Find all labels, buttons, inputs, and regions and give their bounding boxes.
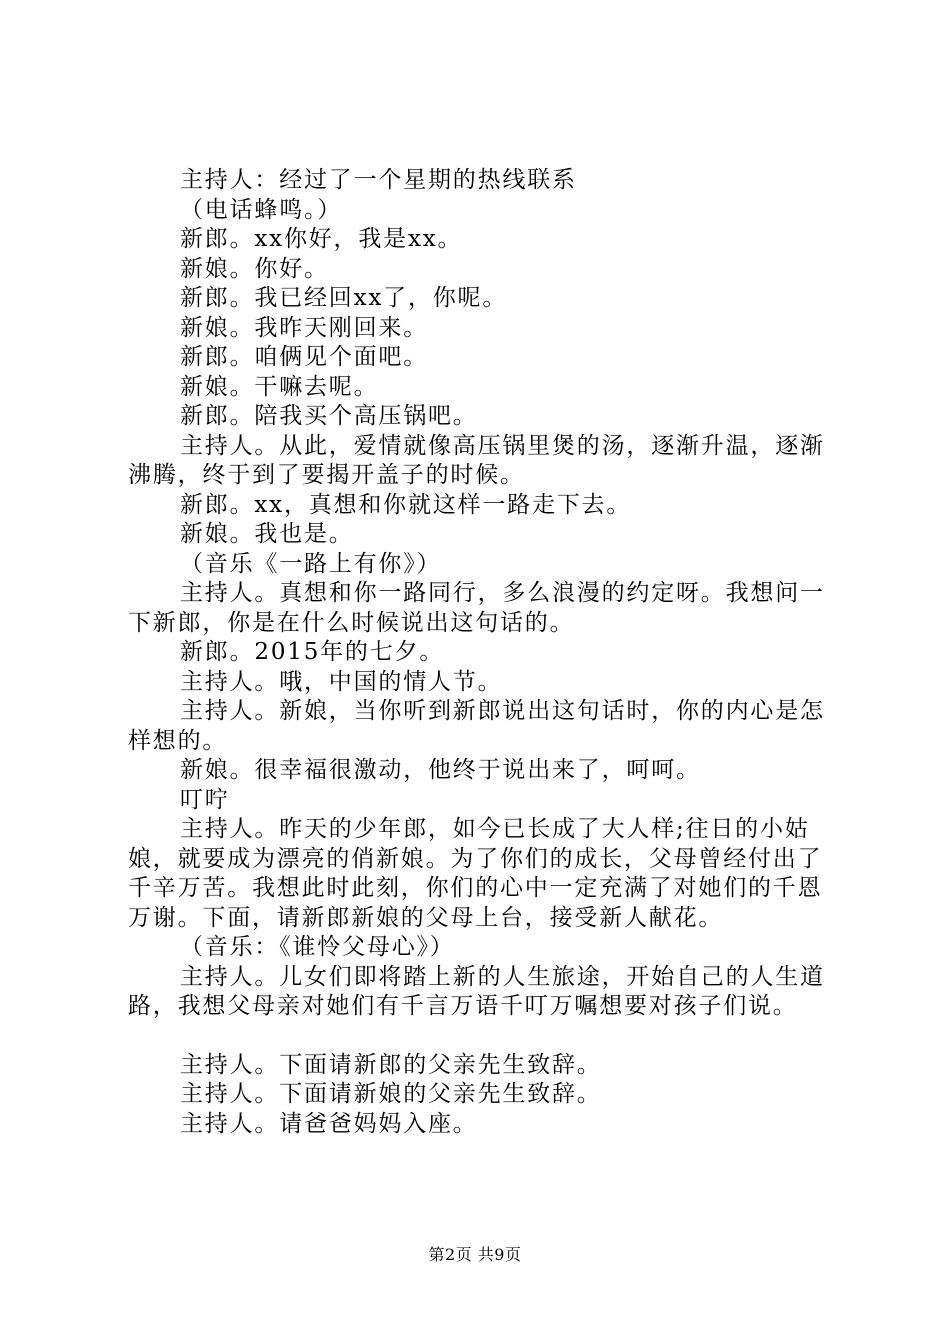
paragraph: 主持人。请爸爸妈妈入座。: [180, 1110, 478, 1137]
paragraph: （电话蜂鸣。）: [180, 196, 343, 223]
page-number-footer: 第2页 共9页: [428, 1245, 522, 1264]
paragraph: 新娘。很幸福很激动，他终于说出来了，呵呵。: [180, 757, 701, 783]
paragraph: 主持人。儿女们即将踏上新的人生旅途，开始自己的人生道路，我想父母亲对她们有千言万语千叮万嘱想要对孩子们说。: [128, 963, 825, 1019]
paragraph: （音乐《一路上有你》）: [180, 550, 442, 577]
paragraph: 新娘。我也是。: [180, 521, 354, 547]
paragraph: 主持人。哦，中国的情人节。: [180, 668, 503, 695]
paragraph: 主持人。下面请新郎的父亲先生致辞。: [180, 1051, 602, 1078]
paragraph: 新郎。我已经回xx了，你呢。: [180, 285, 508, 311]
paragraph: 主持人。下面请新娘的父亲先生致辞。: [180, 1081, 602, 1107]
paragraph: 新郎。xx你好，我是xx。: [180, 226, 463, 252]
paragraph: 主持人：经过了一个星期的热线联系: [180, 167, 577, 193]
paragraph: 新娘。你好。: [180, 255, 329, 282]
paragraph: 主持人。从此，爱情就像高压锅里煲的汤，逐渐升温，逐渐沸腾，终于到了要揭开盖子的时候。: [128, 432, 825, 488]
paragraph: 新郎。2015年的七夕。: [180, 639, 445, 665]
paragraph: 主持人。新娘，当你听到新郎说出这句话时，你的内心是怎样想的。: [128, 698, 825, 754]
paragraph: 新郎。咱俩见个面吧。: [180, 344, 428, 370]
paragraph: 新郎。陪我买个高压锅吧。: [180, 403, 478, 429]
paragraph: 新娘。我昨天刚回来。: [180, 314, 428, 341]
paragraph: （音乐：《谁怜父母心》）: [180, 934, 455, 960]
paragraph: 主持人。真想和你一路同行，多么浪漫的约定呀。我想问一下新郎，你是在什么时候说出这句话的。: [128, 580, 825, 636]
paragraph: 新郎。xx，真想和你就这样一路走下去。: [180, 491, 632, 518]
document-body: [128, 166, 840, 1139]
paragraph: 新娘。干嘛去呢。: [180, 373, 379, 400]
paragraph: 主持人。昨天的少年郎，如今已长成了大人样;往日的小姑娘，就要成为漂亮的俏新娘。为了你们的成长，父母曾经付出了千辛万苦。我想此时此刻，你们的心中一定充满了对她们的千恩万谢。下面，请新郎新娘的父母上台，接受新人献花。: [128, 816, 823, 931]
section-heading: 叮咛: [180, 786, 230, 813]
